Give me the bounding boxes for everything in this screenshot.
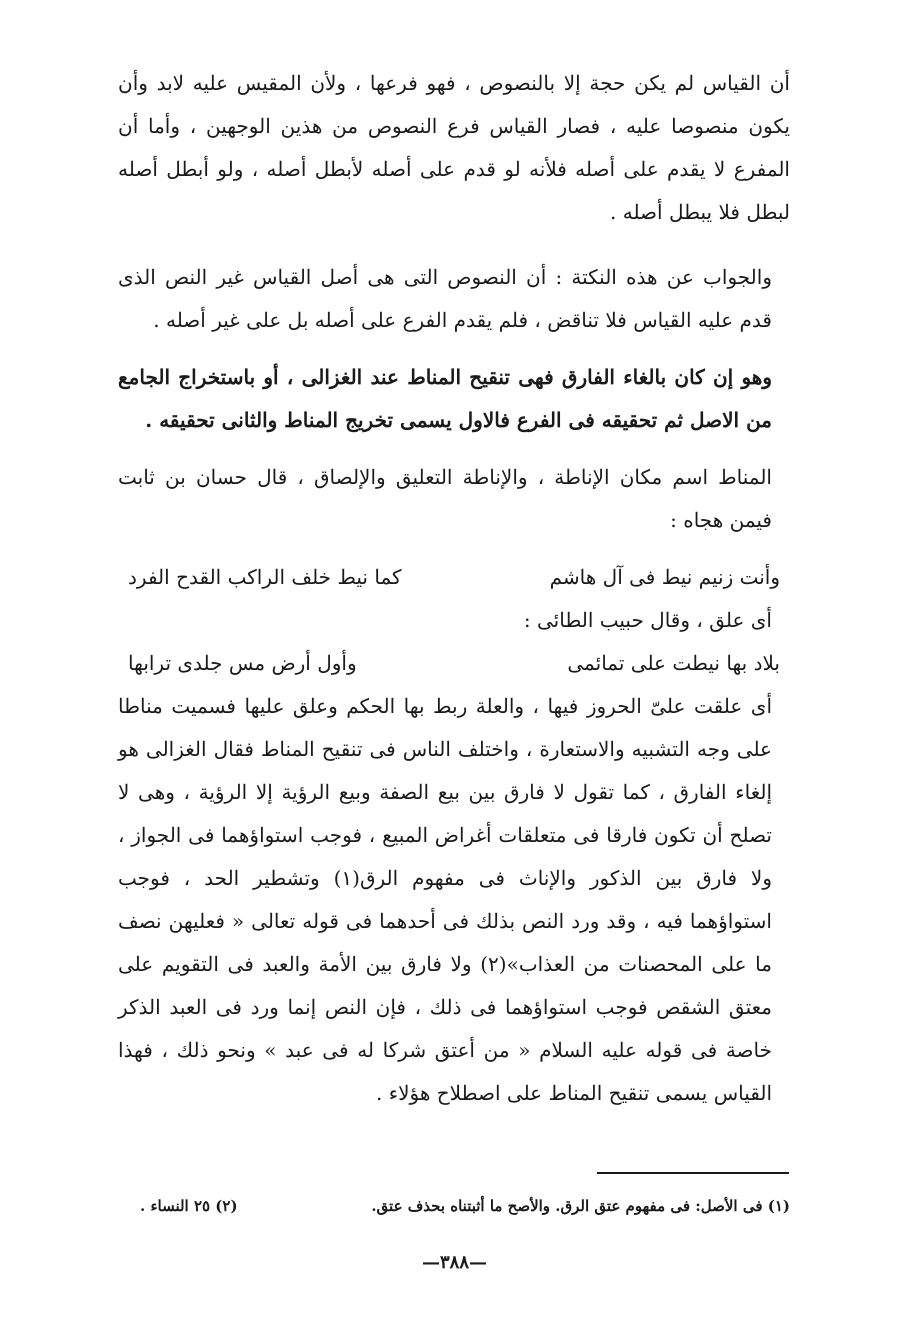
verse-2: [118, 642, 790, 685]
footnote-divider: [597, 1172, 789, 1174]
page-number: —٣٨٨—: [421, 1252, 487, 1273]
footnotes: [140, 1194, 790, 1218]
paragraph-3: وهو إن كان بالغاء الفارق فهى تنقيح المناط عند الغزالى ، أو باستخراج الجامع من الاصل ثم تحقيقه فى الفرع فالاول يسمى تخريج المناط والثانى تحقيقه .: [118, 365, 772, 432]
paragraph-2: والجواب عن هذه النكتة : أن النصوص التى هى أصل القياس غير النص الذى قدم عليه القياس فلا تناقض ، فلم يقدم الفرع على أصله بل على غير أصله .: [118, 265, 772, 332]
verse-1: [118, 556, 790, 599]
paragraph-5: أى علق ، وقال حبيب الطائى :: [523, 608, 772, 632]
verse-2-first-hemistich: بلاد بها نيطت على تمائمى: [567, 651, 780, 675]
verse-1-second-hemistich: كما نيط خلف الراكب القدح الفرد: [128, 565, 402, 589]
footnote-2: (٢) ٢٥ النساء .: [140, 1197, 238, 1215]
paragraph-4: المناط اسم مكان الإناطة ، والإناطة التعليق والإلصاق ، قال حسان بن ثابت فيمن هجاه :: [118, 465, 772, 532]
verse-1-first-hemistich: وأنت زنيم نيط فى آل هاشم: [549, 565, 780, 589]
footnote-1: (١) فى الأصل: فى مفهوم عتق الرق. والأصح ما أثبتناه بحذف عتق.: [371, 1197, 790, 1215]
paragraph-1: أن القياس لم يكن حجة إلا بالنصوص ، فهو فرعها ، ولأن المقيس عليه لابد وأن يكون منصوصا عليه ، فصار القياس فرع النصوص من هذين الوجهين ، وأما أن المفرع لا يقدم على أصله فلأنه لو قدم على أصله لأبطل أصله ، ولو أبطل أصله لبطل فلا يبطل أصله .: [118, 71, 790, 224]
page-body: [118, 62, 790, 1115]
paragraph-6: أى علقت علىّ الحروز فيها ، والعلة ربط بها الحكم وعلق عليها فسميت مناطا على وجه التشبيه والاستعارة ، واختلف الناس فى تنقيح المناط فقال الغزالى هو إلغاء الفارق ، كما تقول لا فارق بين بيع الصفة وبيع الرؤية إلا الرؤية ، وهى لا تصلح أن تكون فارقا فى متعلقات أغراض المبيع ، فوجب استواؤهما فى الجواز ، ولا فارق بين الذكور والإناث فى مفهوم الرق(١) وتشطير الحد ، فوجب استواؤهما فيه ، وقد ورد النص بذلك فى أحدهما فى قوله تعالى « فعليهن نصف ما على المحصنات من العذاب»(٢) ولا فارق بين الأمة والعبد فى التقويم على معتق الشقص فوجب استواؤهما فى ذلك ، فإن النص إنما ورد فى العبد الذكر خاصة فى قوله عليه السلام « من أعتق شركا له فى عبد » ونحو ذلك ، فهذا القياس يسمى تنقيح المناط على اصطلاح هؤلاء .: [118, 694, 772, 1105]
verse-2-second-hemistich: وأول أرض مس جلدى ترابها: [128, 651, 357, 675]
